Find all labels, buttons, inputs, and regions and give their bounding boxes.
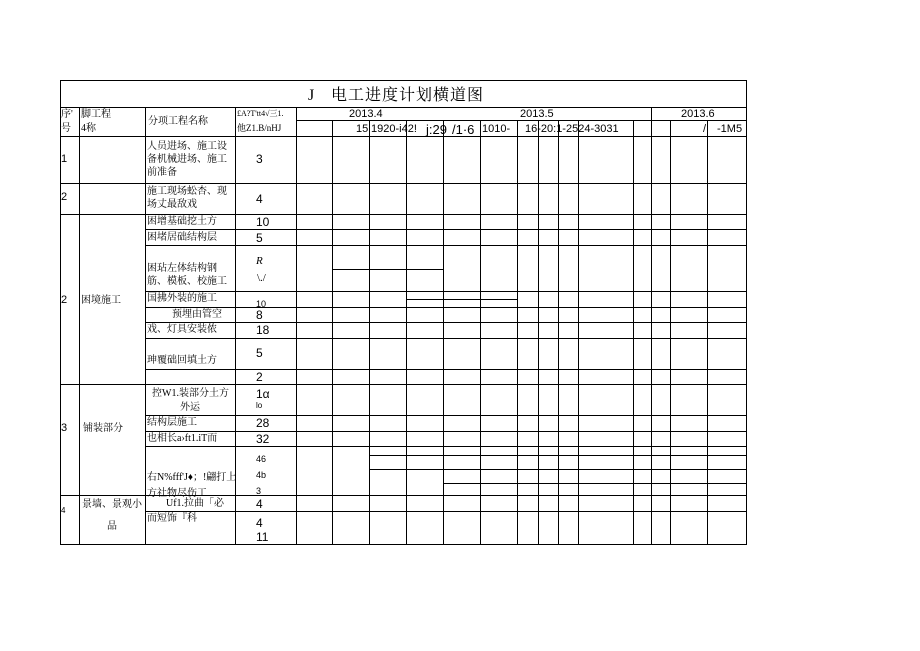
group4-project-b: 品: [107, 521, 117, 532]
g2-days-1: 10: [256, 215, 270, 229]
dates-a: 15: [356, 123, 369, 135]
header-item-name: 分项工程名称: [148, 116, 208, 127]
row2-seq: 2: [61, 191, 68, 203]
dates-c: j:29: [426, 122, 447, 137]
row1-seq: 1: [61, 153, 68, 165]
dates-b: 1920-i42!: [371, 123, 417, 135]
g2-item-1: 困增基础挖土方: [147, 216, 217, 227]
group4-seq: 4: [61, 506, 66, 515]
month-june: 2013.6: [681, 108, 715, 120]
header-duration-2: 他Z1.B/nHJ: [237, 123, 282, 133]
header-seq: 序': [61, 109, 73, 120]
g4-item-1: Uf1.拉曲「必: [166, 498, 225, 509]
g2-days-7: 5: [256, 346, 263, 360]
dates-g: /: [703, 123, 707, 135]
g2-days-2: 5: [256, 231, 263, 245]
g3-days-4a: 46: [256, 454, 267, 464]
group2-seq: 2: [61, 294, 68, 306]
header-project: 脚工程: [81, 109, 111, 120]
header-project-2: 4称: [81, 123, 96, 134]
g2-item-2: 困堵居础结构层: [147, 232, 217, 243]
g3-item-1b: 外运: [180, 402, 200, 413]
gantt-bar: [332, 269, 443, 270]
g2-days-3b: \./: [257, 272, 266, 284]
g3-days-1b: lo: [256, 401, 263, 410]
group2-project: 困境施工: [81, 295, 121, 306]
g3-item-2: 结构层施工: [147, 417, 197, 428]
dates-d: /1·6: [452, 122, 475, 137]
gantt-bar: [406, 299, 517, 300]
page-title: 电工进度计划横道图: [331, 87, 485, 104]
g2-days-8: 2: [256, 370, 263, 384]
dates-h: -1M5: [717, 123, 743, 135]
g2-days-3a: R: [256, 255, 263, 267]
g3-item-1a: 控W1.装部分土方: [152, 388, 229, 399]
g4-item-2: 而短饰『科: [147, 513, 197, 524]
g3-item-4b: 方社物尽伤工: [147, 488, 207, 499]
group3-project: 铺装部分: [83, 423, 123, 434]
g2-item-6: 戏、灯具安装侬: [147, 324, 217, 335]
g3-days-4b: 4b: [256, 470, 267, 480]
g2-item-3: 困玷左体结构钢筋、模板、校施工: [147, 263, 227, 287]
dates-e: 1010-: [482, 123, 511, 135]
g2-item-4: 国拂外装的施工: [147, 293, 217, 304]
dates-f: 16-20:1-2524-3031: [525, 123, 619, 135]
row1-days: 3: [256, 152, 263, 166]
g4-days-2b: 11: [256, 530, 269, 544]
g2-item-5: 预埋由管空: [172, 309, 222, 320]
g3-days-2: 28: [256, 416, 270, 430]
header-seq-2: 号: [61, 123, 71, 134]
g4-days-2a: 4: [256, 516, 263, 530]
header-duration: £A?T'tt4√三1.: [237, 109, 284, 118]
g3-days-1a: 1α: [256, 387, 270, 401]
g4-days-1: 4: [256, 497, 263, 511]
g2-days-4: 10: [256, 299, 267, 309]
gantt-bar: [369, 469, 747, 470]
g2-days-5: 8: [256, 308, 263, 322]
group3-seq: 3: [61, 422, 68, 434]
gantt-bar: [369, 455, 747, 456]
group4-project-a: 景墙、景观小: [82, 499, 142, 510]
g2-days-6: 18: [256, 323, 270, 337]
month-may: 2013.5: [520, 108, 554, 120]
gantt-bar: [443, 483, 747, 484]
g3-item-4: 右N%fff'J♦；!翩打上: [147, 472, 237, 483]
g2-item-7: 珅覆础回填土方: [147, 355, 217, 366]
month-april: 2013.4: [349, 108, 383, 120]
g3-days-4c: 3: [256, 486, 262, 496]
title-mark: J: [308, 87, 315, 104]
row2-days: 4: [256, 192, 263, 206]
g3-days-3: 32: [256, 432, 270, 446]
row2-item: 施工现场蚣杏、现场丈最敌戏: [147, 186, 227, 210]
row1-item: 人员进场、施工设备机械进场、施工前准备: [147, 141, 227, 178]
g3-item-3: 也相长a›ft1.iT而: [147, 433, 218, 444]
